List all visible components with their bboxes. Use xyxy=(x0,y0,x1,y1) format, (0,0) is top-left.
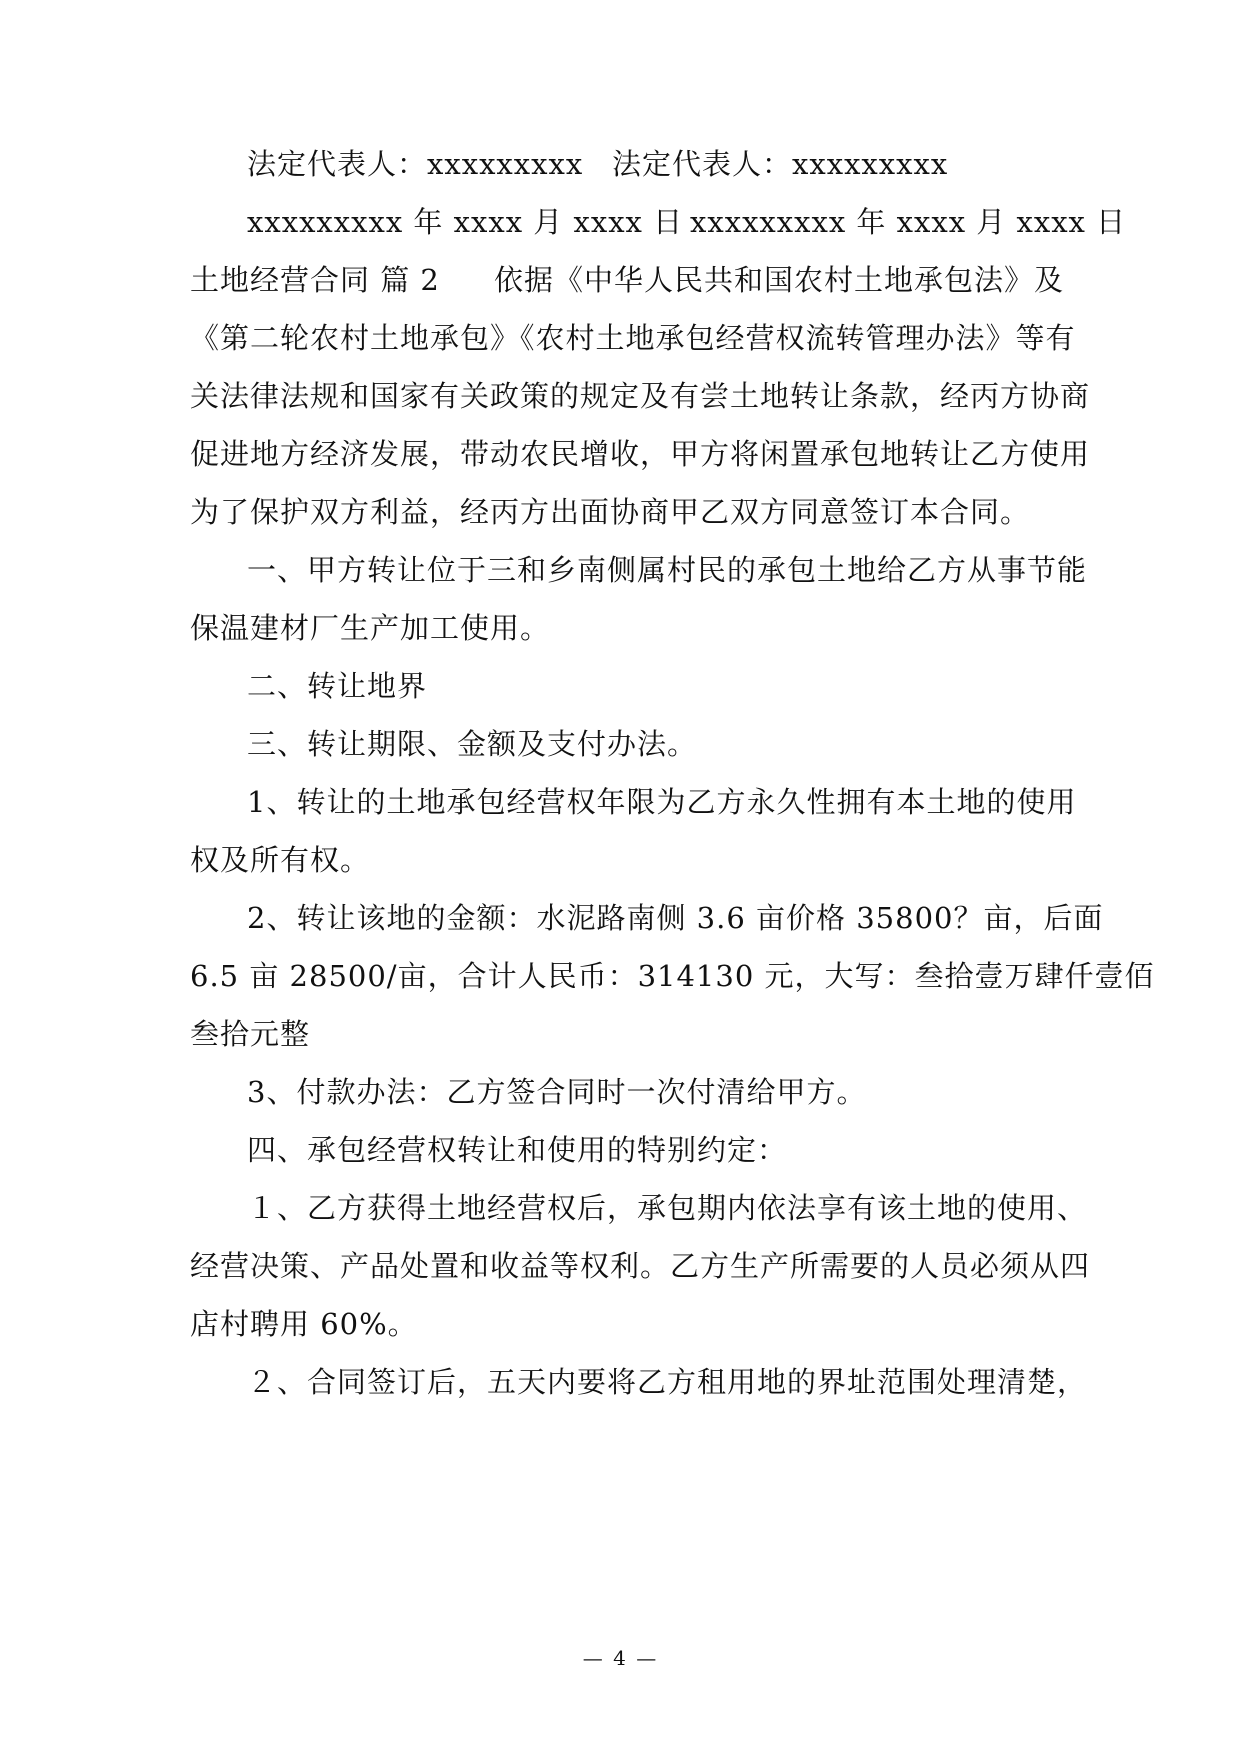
left-signature-date: xxxxxxxxx 年 xxxx 月 xxxx 日 xyxy=(247,205,684,239)
clause-3-3: 3、付款办法：乙方签合同时一次付清给甲方。 xyxy=(247,1075,867,1109)
clause-4-2-line-1: ２、合同签订后，五天内要将乙方租用地的界址范围处理清楚， xyxy=(247,1365,1088,1399)
clause-4-1-line-1: １、乙方获得土地经营权后，承包期内依法享有该土地的使用、 xyxy=(247,1191,1088,1225)
clause-3-2-line-2: 6.5 亩 28500/亩，合计人民币：314130 元，大写：叁拾壹万肆仟壹佰 xyxy=(190,959,1155,993)
clause-1-line-1: 一、甲方转让位于三和乡南侧属村民的承包土地给乙方从事节能 xyxy=(247,553,1088,587)
intro-line-2: 《第二轮农村土地承包》《农村土地承包经营权流转管理办法》等有 xyxy=(190,321,1076,355)
clause-3-1-line-2: 权及所有权。 xyxy=(190,843,371,877)
page-number: — 4 — xyxy=(582,1646,659,1670)
clause-3-1-line-1: 1、转让的土地承包经营权年限为乙方永久性拥有本土地的使用 xyxy=(247,785,1077,819)
intro-line-3: 关法律法规和国家有关政策的规定及有尝土地转让条款，经丙方协商 xyxy=(190,379,1091,413)
clause-4-heading: 四、承包经营权转让和使用的特别约定： xyxy=(247,1133,788,1167)
right-signature-date: xxxxxxxxx 年 xxxx 月 xxxx 日 xyxy=(690,205,1127,239)
intro-line-4: 促进地方经济发展，带动农民增收，甲方将闲置承包地转让乙方使用 xyxy=(190,437,1091,471)
left-representative: 法定代表人：xxxxxxxxx xyxy=(247,147,584,181)
intro-line-5: 为了保护双方利益，经丙方出面协商甲乙双方同意签订本合同。 xyxy=(190,495,1031,529)
clause-3-2-line-3: 叁拾元整 xyxy=(190,1017,311,1051)
clause-4-1-line-2: 经营决策、产品处置和收益等权利。乙方生产所需要的人员必须从四 xyxy=(190,1249,1091,1283)
clause-4-1-line-3: 店村聘用 60%。 xyxy=(190,1307,418,1341)
clause-3-heading: 三、转让期限、金额及支付办法。 xyxy=(247,727,698,761)
clause-2-heading: 二、转让地界 xyxy=(247,669,428,703)
right-representative: 法定代表人：xxxxxxxxx xyxy=(612,147,949,181)
clause-3-2-line-1: 2、转让该地的金额：水泥路南侧 3.6 亩价格 35800？亩，后面 xyxy=(247,901,1104,935)
intro-line-1: 依据《中华人民共和国农村土地承包法》及 xyxy=(494,263,1065,297)
clause-1-line-2: 保温建材厂生产加工使用。 xyxy=(190,611,551,645)
section-title: 土地经营合同 篇 2 xyxy=(190,263,440,297)
